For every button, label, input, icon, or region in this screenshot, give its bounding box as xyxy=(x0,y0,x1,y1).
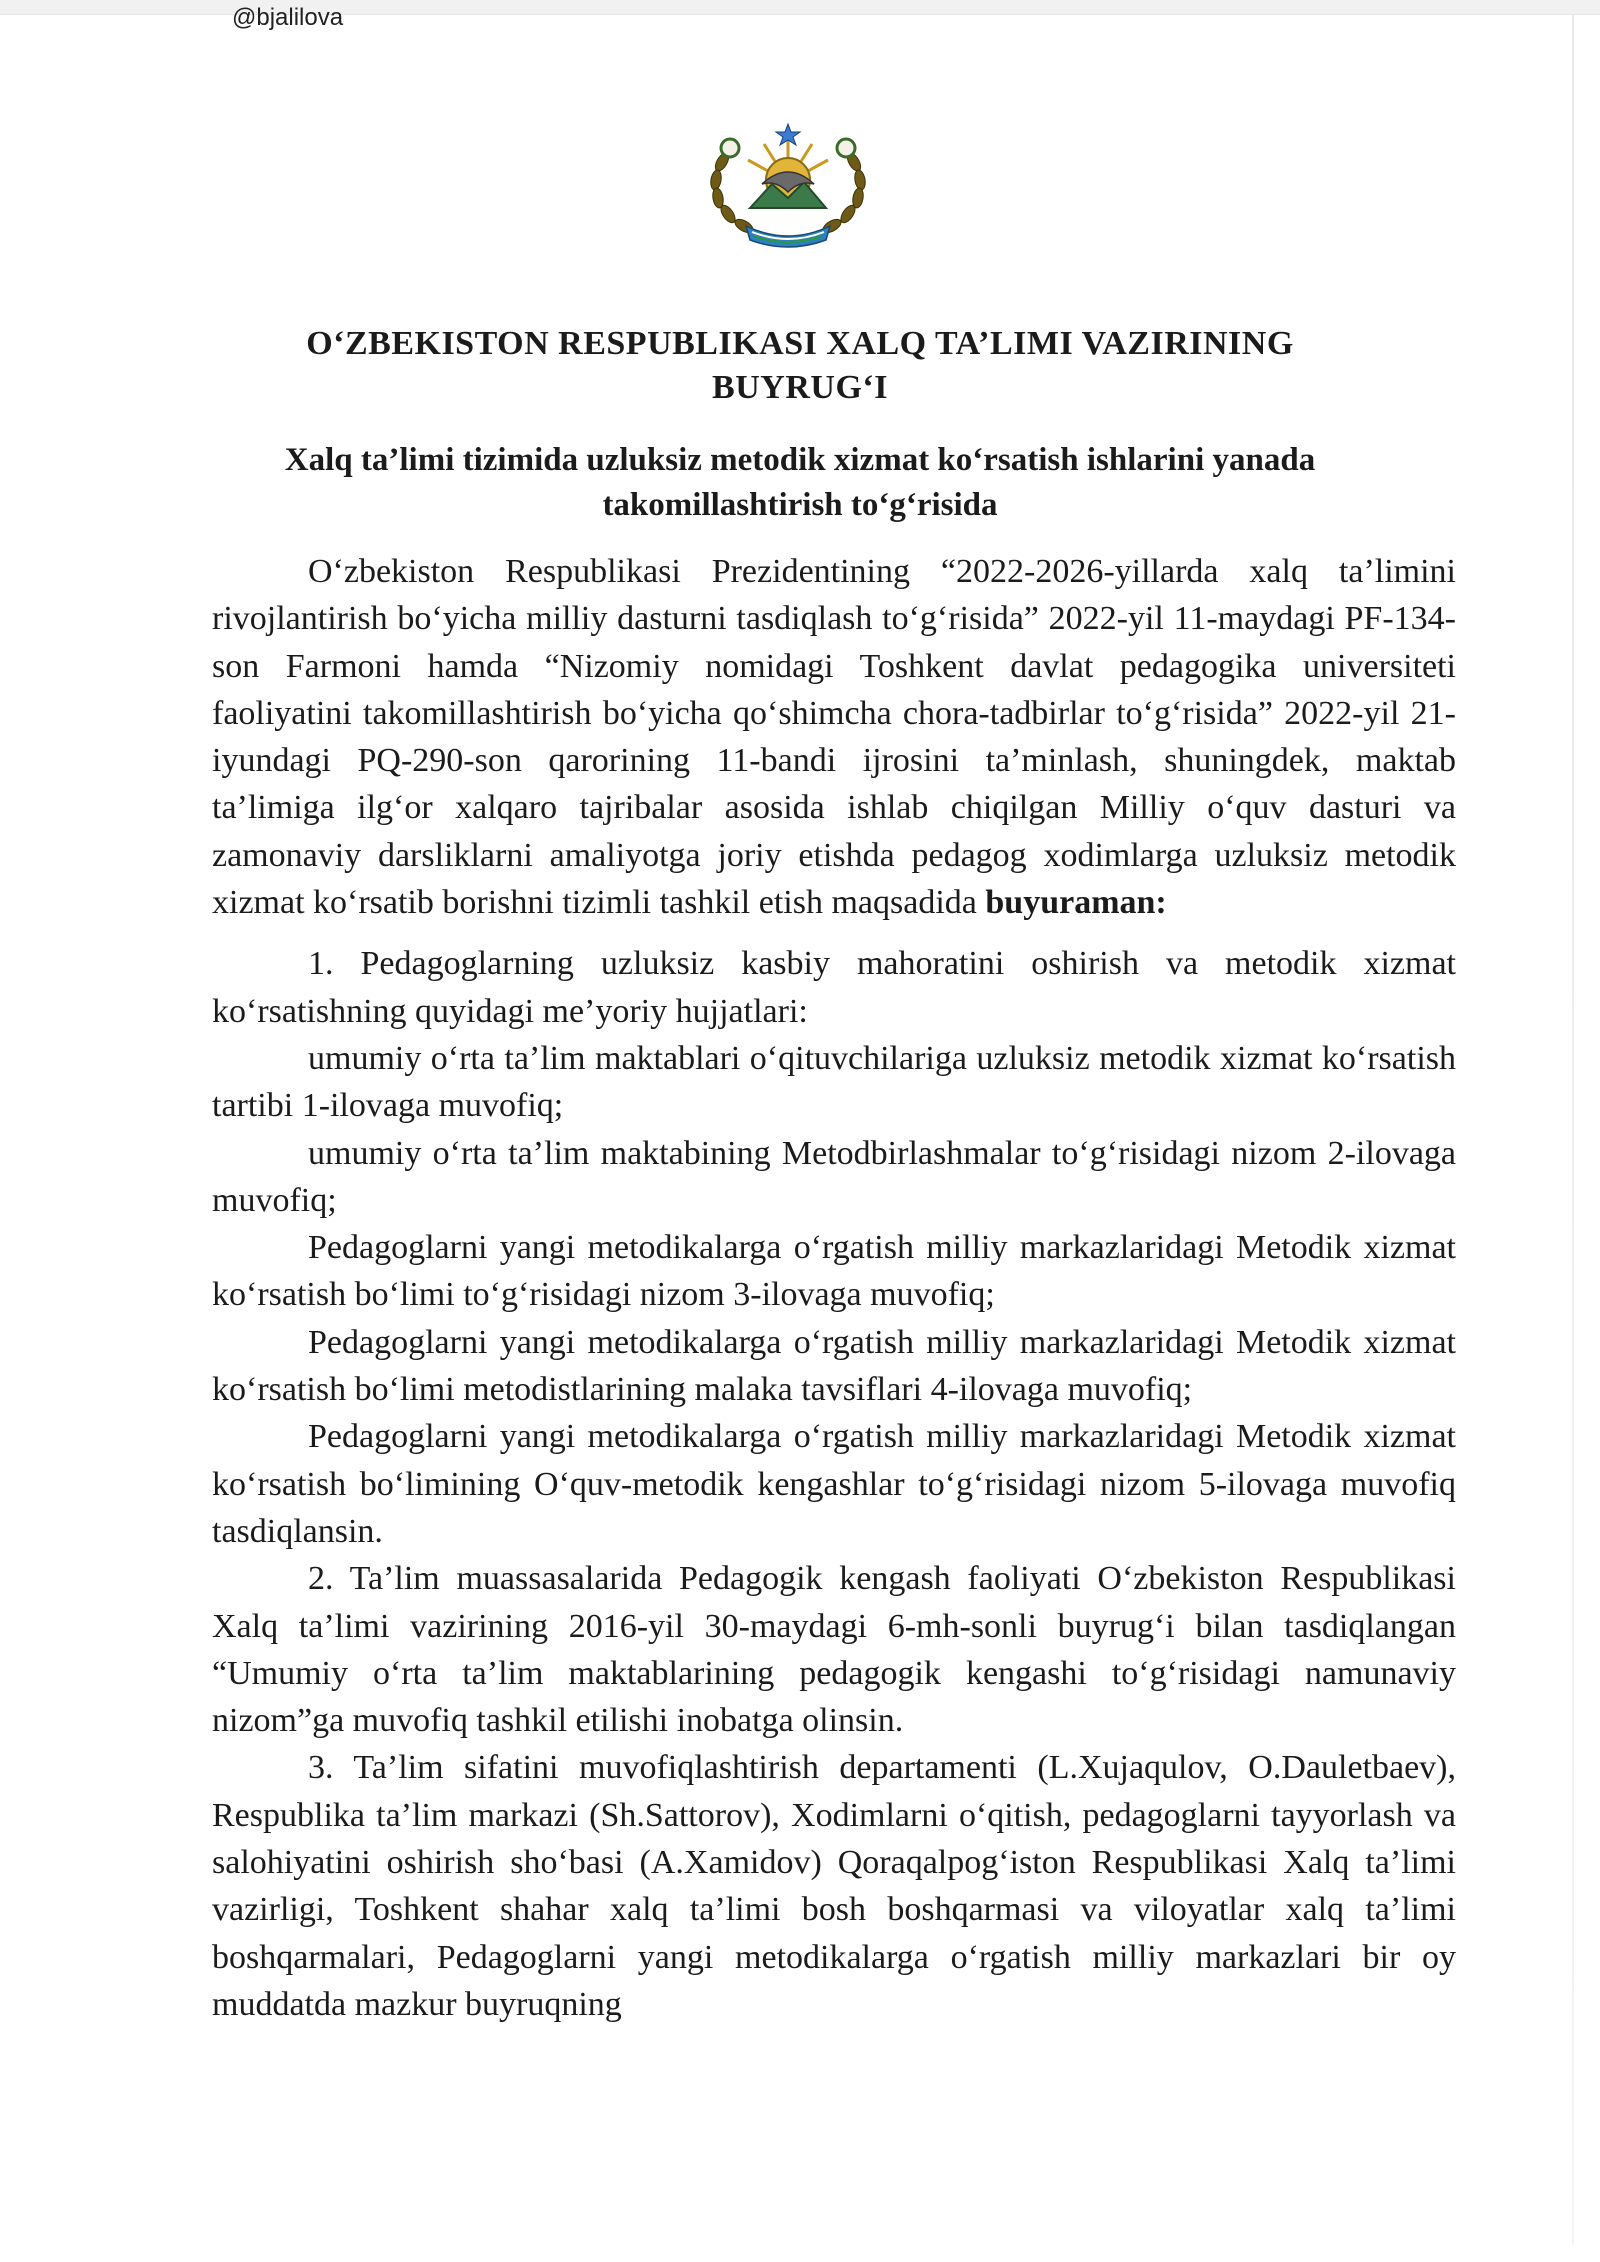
subtitle-line-2: takomillashtirish to‘g‘risida xyxy=(602,487,998,523)
document-body xyxy=(212,548,1456,2028)
title-line-1: O‘ZBEKISTON RESPUBLIKASI XALQ TA’LIMI VAZIRINING xyxy=(306,325,1294,362)
item-1c-paragraph: Pedagoglarni yangi metodikalarga o‘rgatish milliy markazlaridagi Metodik xizmat ko‘rsatish bo‘limi to‘g‘risidagi nizom 3-ilovaga muvofiq; xyxy=(212,1229,1456,1314)
item-1b-paragraph: umumiy o‘rta ta’lim maktabining Metodbirlashmalar to‘g‘risidagi nizom 2-ilovaga muvofiq; xyxy=(212,1134,1456,1219)
watermark-handle: @bjalilova xyxy=(232,4,344,31)
item-1e-paragraph: Pedagoglarni yangi metodikalarga o‘rgatish milliy markazlaridagi Metodik xizmat ko‘rsatish bo‘limining O‘quv-metodik kengashlar to‘g‘risidagi nizom 5-ilovaga muvofiq tasdiqlansin. xyxy=(212,1418,1456,1550)
page-edge-shadow xyxy=(1572,14,1574,2244)
state-emblem-icon xyxy=(700,122,876,248)
document-subtitle xyxy=(210,438,1390,528)
preamble-text: O‘zbekiston Respublikasi Prezidentining “2022-2026-yillarda xalq ta’limini rivojlantirish bo‘yicha milliy dasturni tasdiqlash to‘g‘risida” 2022-yil 11-maydagi PF-134-son Farmoni hamda “Nizomiy nomidagi Toshkent davlat pedagogika universiteti faoliyatini takomillashtirish bo‘yicha qo‘shimcha chora-tadbirlar to‘g‘risida” 2022-yil 21-iyundagi PQ-290-son qarorining 11-bandi ijrosini ta’minlash, shuningdek, maktab ta’limiga ilg‘or xalqaro tajribalar asosida ishlab chiqilgan Milliy o‘quv dasturi va zamonaviy darsliklarni amaliyotga joriy etishda pedagog xodimlarga uzluksiz metodik xizmat ko‘rsatib borishni tizimli tashkil etish maqsadida xyxy=(212,553,1456,922)
order-word: buyuraman: xyxy=(985,884,1167,922)
item-2-paragraph: 2. Ta’lim muassasalarida Pedagogik kengash faoliyati O‘zbekiston Respublikasi Xalq ta’limi vazirining 2016-yil 30-maydagi 6-mh-sonli buyrug‘i bilan tasdiqlangan “Umumiy o‘rta ta’lim maktablarining pedagogik kengashi to‘g‘risidagi namunaviy nizom”ga muvofiq tashkil etilishi inobatga olinsin. xyxy=(212,1560,1456,1740)
document-title xyxy=(210,322,1390,410)
preamble-paragraph xyxy=(212,548,1456,926)
title-line-2: BUYRUG‘I xyxy=(712,369,888,406)
item-1-paragraph: 1. Pedagoglarning uzluksiz kasbiy mahoratini oshirish va metodik xizmat ko‘rsatishning quyidagi me’yoriy hujjatlari: xyxy=(212,945,1456,1030)
item-1a-paragraph: umumiy o‘rta ta’lim maktablari o‘qituvchilariga uzluksiz metodik xizmat ko‘rsatish tartibi 1-ilovaga muvofiq; xyxy=(212,1039,1456,1125)
item-1d-paragraph: Pedagoglarni yangi metodikalarga o‘rgatish milliy markazlaridagi Metodik xizmat ko‘rsatish bo‘limi metodistlarining malaka tavsiflari 4-ilovaga muvofiq; xyxy=(212,1323,1456,1409)
item-3-paragraph: 3. Ta’lim sifatini muvofiqlashtirish departamenti (L.Xujaqulov, O.Dauletbaev), Respublika ta’lim markazi (Sh.Sattorov), Xodimlarni o‘qitish, pedagoglarni tayyorlash va salohiyatini oshirish sho‘basi (A.Xamidov) Qoraqalpog‘iston Respublikasi Xalq ta’limi vazirligi, Toshkent shahar xalq ta’limi bosh boshqarmasi va viloyatlar xalq ta’limi boshqarmalari, Pedagoglarni yangi metodikalarga o‘rgatish milliy markazlari bir oy muddatda mazkur buyruqning xyxy=(212,1749,1456,2023)
subtitle-line-1: Xalq ta’limi tizimida uzluksiz metodik xizmat ko‘rsatish ishlarini yanada xyxy=(284,442,1316,478)
